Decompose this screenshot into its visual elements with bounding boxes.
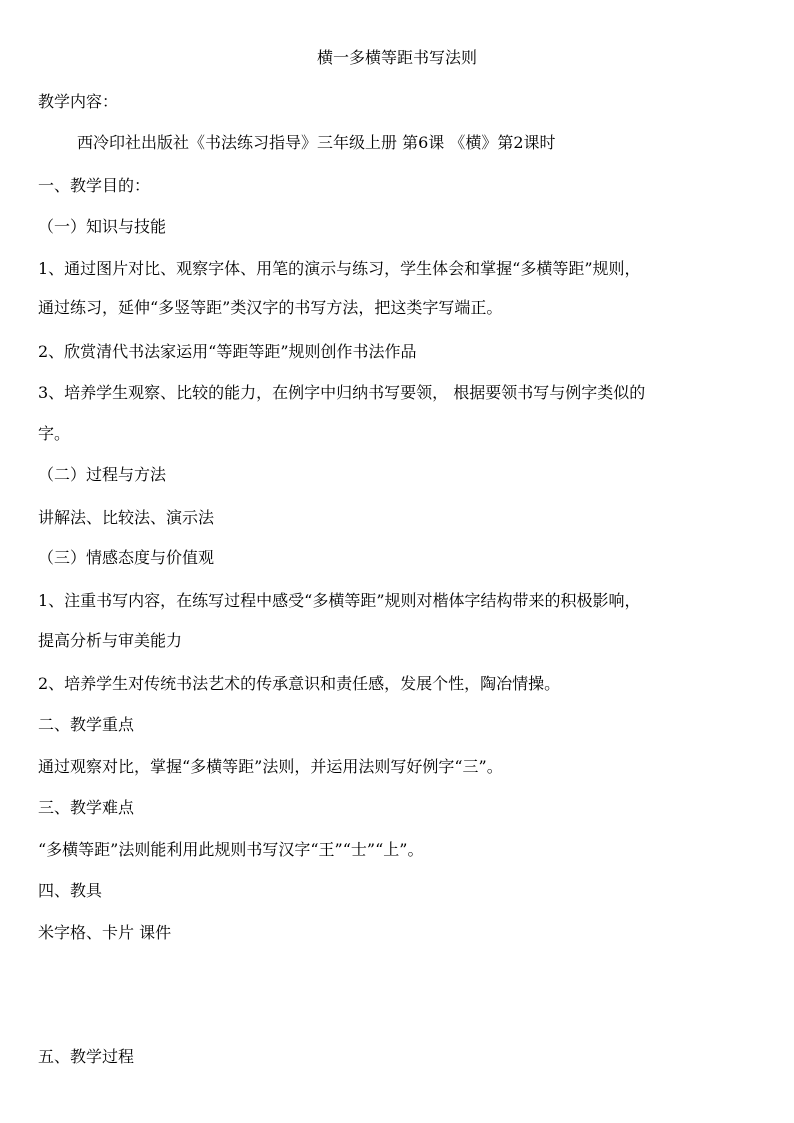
section3-item2: 2、培养学生对传统书法艺术的传承意识和责任感，发展个性，陶冶情操。 [38, 674, 561, 693]
document-title: 横一多横等距书写法则 [316, 48, 477, 67]
process-heading: 五、教学过程 [38, 1047, 135, 1066]
section3-heading: （三）情感态度与价值观 [38, 548, 215, 567]
difficult-points-text: “多横等距”法则能利用此规则书写汉字“王”“士”“上”。 [38, 840, 424, 859]
section3-item1-line2: 提高分析与审美能力 [38, 631, 183, 650]
goals-heading: 一、教学目的： [38, 176, 151, 195]
tools-text: 米字格、卡片 课件 [38, 923, 172, 942]
section1-item3-line1: 3、培养学生观察、比较的能力，在例字中归纳书写要领， 根据要领书写与例字类似的 [38, 383, 646, 402]
source-line: 西冷印社出版社《书法练习指导》三年级上册 第6课 《横》第2课时 [77, 133, 556, 152]
section2-heading: （二）过程与方法 [38, 465, 167, 484]
tools-heading: 四、教具 [38, 881, 103, 900]
section2-text: 讲解法、比较法、演示法 [38, 508, 215, 527]
difficult-points-heading: 三、教学难点 [38, 798, 135, 817]
section1-item1-line2: 通过练习，延伸“多竖等距”类汉字的书写方法，把这类字写端正。 [38, 298, 503, 317]
section1-item1-line1: 1、通过图片对比、观察字体、用笔的演示与练习，学生体会和掌握“多横等距”规则， [38, 259, 641, 278]
key-points-heading: 二、教学重点 [38, 715, 135, 734]
key-points-text: 通过观察对比，掌握“多横等距”法则，并运用法则写好例字“三”。 [38, 757, 503, 776]
section3-item1-line1: 1、注重书写内容，在练写过程中感受“多横等距”规则对楷体字结构带来的积极影响， [38, 591, 641, 610]
content-heading: 教学内容： [38, 92, 119, 111]
section1-heading: （一）知识与技能 [38, 217, 167, 236]
section1-item3-line2: 字。 [38, 424, 71, 443]
section1-item2: 2、欣赏清代书法家运用“等距等距”规则创作书法作品 [38, 342, 417, 361]
